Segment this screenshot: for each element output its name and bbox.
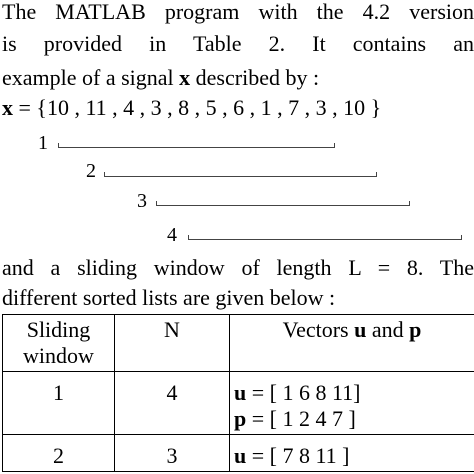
window-bracket-2 — [104, 172, 377, 177]
header-text: and — [366, 317, 410, 342]
paragraph-line-3 — [2, 66, 319, 90]
paragraph2-line-1: and a sliding window of length L = 8. The — [2, 255, 474, 280]
signal-definition — [2, 96, 381, 120]
vector-u-var: u — [234, 380, 247, 405]
window-label-4: 4 — [167, 224, 177, 246]
header-text: Sliding — [26, 317, 91, 342]
window-bracket-1 — [58, 143, 335, 148]
signal-values: = {10 , 11 , 4 , 3 , 8 , 5 , 6 , 1 , 7 , 3 , 10 } — [13, 95, 382, 120]
header-sliding-window — [3, 315, 115, 372]
vector-u-value: = [ 1 6 8 11] — [246, 380, 361, 405]
signal-variable: x — [2, 95, 13, 120]
vector-p-value: = [ 1 2 4 7 ] — [246, 406, 356, 431]
vector-p-var: p — [234, 406, 247, 431]
header-text: window — [23, 343, 94, 368]
table-header-row — [3, 315, 474, 372]
cell-vectors — [230, 435, 474, 472]
sorted-lists-table — [2, 314, 474, 472]
table-row — [3, 372, 474, 435]
window-bracket-4 — [188, 235, 462, 240]
cell-vectors — [230, 372, 474, 435]
window-label-2: 2 — [86, 160, 96, 182]
vector-u-value: = [ 7 8 11 ] — [246, 443, 350, 468]
bold-variable-x: x — [179, 65, 191, 90]
table-row — [3, 435, 474, 472]
vector-u-var: u — [234, 443, 247, 468]
paragraph-line-1: The MATLAB program with the 4.2 version — [2, 0, 474, 24]
text-fragment: described by : — [190, 65, 320, 90]
cell-n: 3 — [115, 435, 230, 472]
cell-window: 1 — [3, 372, 115, 435]
header-n: N — [115, 315, 230, 372]
text-fragment: example of a signal — [2, 65, 180, 90]
cell-n: 4 — [115, 372, 230, 435]
paragraph-line-2: is provided in Table 2. It contains an — [2, 31, 474, 56]
header-p: p — [409, 317, 422, 342]
header-vectors — [230, 315, 474, 372]
cell-window: 2 — [3, 435, 115, 472]
header-text: Vectors — [282, 317, 355, 342]
window-bracket-3 — [156, 201, 410, 206]
vector-u — [234, 443, 470, 469]
window-label-3: 3 — [137, 190, 147, 212]
window-label-1: 1 — [38, 132, 48, 154]
vector-u — [234, 380, 470, 406]
paragraph2-line-2: different sorted lists are given below : — [2, 285, 336, 310]
header-u: u — [354, 317, 367, 342]
vector-p — [234, 406, 470, 432]
